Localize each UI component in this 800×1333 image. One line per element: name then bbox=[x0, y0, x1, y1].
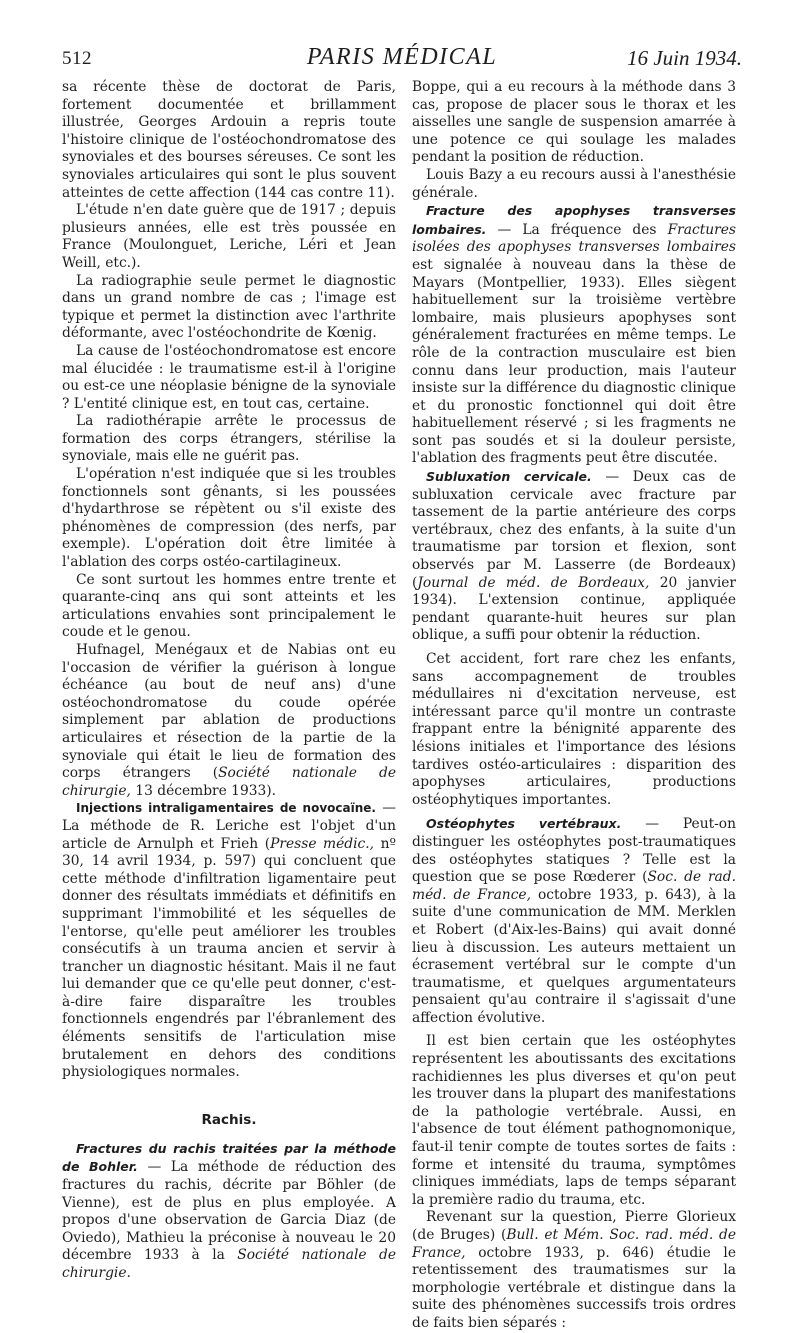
paragraph-heading: Fractures du rachis traitées par la méthode de Bohler. bbox=[62, 1140, 396, 1175]
citation: Soc. de rad. méd. de France, bbox=[412, 869, 736, 903]
journal-title: PARIS MÉDICAL bbox=[306, 44, 498, 70]
section-title: Rachis. bbox=[201, 1111, 257, 1128]
left-column bbox=[62, 79, 396, 1283]
text-run: Revenant sur la question, Pierre Glorieux (de Bruges) ( bbox=[412, 1209, 736, 1243]
text-run: octobre 1933, p. 643), à la suite d'une communication de MM. Merklen et Robert (d'Aix-les-Bains) qui avait donné lieu à discussion. Les auteurs mettaient un écrasement vertébral sur le compte d'un traumatisme, et quelques argumentateurs pensaient qu'au contraire il s'agissait d'une affection évolutive. bbox=[412, 886, 736, 1026]
paragraph: La radiographie seule permet le diagnostic dans un grand nombre de cas ; l'image est typique et permet la distinction avec l'arthrite déformante, avec l'ostéochondrite de Kœnig. bbox=[62, 272, 396, 342]
paragraph: La radiothérapie arrête le processus de formation des corps étrangers, stérilise la synoviale, mais elle ne guérit pas. bbox=[62, 413, 396, 465]
paragraph-heading: Fracture des apophyses transverses lombaires. bbox=[412, 203, 736, 237]
text-run: 20 janvier 1934). L'extension continue, appliquée pendant quarante-huit heures sur plan oblique, a suffi pour obtenir la réduction. bbox=[412, 574, 736, 644]
paragraph-heading: Subluxation cervicale. bbox=[426, 469, 592, 485]
paragraph bbox=[62, 642, 396, 800]
paragraph bbox=[412, 202, 736, 468]
paragraph: Cet accident, fort rare chez les enfants, sans accompagnement de troubles médullaires ni d'excitation nerveuse, est intéressant parce qu'il montre un contraste frappant entre la bénignité apparente des lésions initiales et l'importance des lésions tardives ostéo-articulaires : disparition des apophyses articulaires, productions ostéophytiques importantes. bbox=[412, 651, 736, 808]
right-column bbox=[412, 79, 736, 1333]
paragraph: Ce sont surtout les hommes entre trente et quarante-cinq ans qui sont atteints et les articulations envahies sont principalement le coude et le genou. bbox=[62, 571, 396, 641]
citation: Presse médic., bbox=[270, 835, 375, 852]
text-run: — La méthode de R. Leriche est l'objet d'un article de Arnulph et Frieh ( bbox=[62, 800, 396, 852]
citation: Société nationale de chirurgie. bbox=[62, 1247, 396, 1281]
text-run: Hufnagel, Menégaux et de Nabias ont eu l'occasion de vérifier la guérison à longue échéance (au bout de neuf ans) d'une ostéochondromatose du coude opérée simplement par ablation de productions articulaires et résection de la partie de la synoviale qui était le lieu de formation des corps étrangers ( bbox=[62, 642, 396, 782]
citation: Journal de méd. de Bordeaux, bbox=[417, 574, 650, 591]
paragraph: L'opération n'est indiquée que si les troubles fonctionnels sont gênants, si les poussées d'hydarthrose se répètent ou s'il existe des phénomènes de compression (des nerfs, par exemple). L'opération doit être limitée à l'ablation des corps ostéo-cartilagineux. bbox=[62, 466, 396, 571]
paragraph-heading: Ostéophytes vertébraux. bbox=[426, 816, 622, 832]
paragraph bbox=[412, 815, 736, 1027]
issue-date: 16 Juin 1934. bbox=[627, 46, 742, 70]
text-run: nº 30, 14 avril 1934, p. 597) qui concluent que cette méthode d'infiltration ligamentaire peut donner des résultats immédiats et définitifs en supprimant l'immobilité et les séquelles de l'entorse, qu'elle peut améliorer les troubles consécutifs à un trauma ancien et servir à trancher un diagnostic hésitant. Mais il ne faut lui demander que ce qu'elle peut donner, c'est-à-dire faire disparaître les troubles fonctionnels engendrés par l'ébranlement des éléments sensitifs de l'articulation mise brutalement en dehors des conditions physiologiques normales. bbox=[62, 835, 396, 1081]
text-run: — Deux cas de subluxation cervicale avec fracture par tassement de la partie antérieure des corps vertébraux, chez des enfants, à la suite d'un traumatisme par torsion et flexion, sont observés par M. Lasserre (de Bordeaux) ( bbox=[412, 469, 736, 591]
citation: Fractures isolées des apophyses transverses lombaires bbox=[412, 221, 736, 256]
paragraph: L'étude n'en date guère que de 1917 ; depuis plusieurs années, elle est très poussée en France (Moulonguet, Leriche, Léri et Jean Weill, etc.). bbox=[62, 202, 396, 271]
paragraph: Il est bien certain que les ostéophytes représentent les aboutissants des excitations rachidiennes les plus diverses et qu'on peut les trouver dans la plupart des manifestations de la pathologie vertébrale. Aussi, en l'absence de tout élément pathognomonique, faut-il tenir compte de toutes sortes de faits : forme et intensité du trauma, symptômes cliniques immédiats, laps de temps séparant la première radio du trauma, etc. bbox=[412, 1033, 736, 1208]
paragraph bbox=[412, 468, 736, 645]
page-number: 512 bbox=[62, 48, 92, 69]
paragraph bbox=[62, 1140, 396, 1283]
paragraph: La cause de l'ostéochondromatose est encore mal élucidée : le traumatisme est-il à l'origine ou est-ce une néoplasie bénigne de la synoviale ? L'entité clinique est, en tout cas, certaine. bbox=[62, 342, 396, 412]
text-run: — La fréquence des bbox=[486, 221, 668, 238]
paragraph: Louis Bazy a eu recours aussi à l'anesthésie générale. bbox=[412, 166, 736, 201]
paragraph-heading: Injections intraligamentaires de novocaïne. bbox=[76, 801, 376, 816]
text-run: — Peut-on distinguer les ostéophytes post-traumatiques des ostéophytes statiques ? Telle est la question que se pose Rœderer ( bbox=[412, 816, 736, 886]
paragraph bbox=[412, 1209, 736, 1332]
text-run: — La méthode de réduction des fractures du rachis, décrite par Böhler (de Vienne), est de plus en plus employée. A propos d'une observation de Garcia Diaz (de Oviedo), Mathieu la préconise à nouveau le 20 décembre 1933 à la bbox=[62, 1159, 396, 1264]
text-run: octobre 1933, p. 646) étudie le retentissement des traumatismes sur la morphologie vertébrale et distingue dans la suite des phénomènes successifs trois ordres de faits bien séparés : bbox=[412, 1244, 736, 1331]
citation: Société nationale de chirurgie, bbox=[62, 765, 396, 799]
page-header bbox=[62, 44, 742, 74]
citation: Bull. et Mém. Soc. rad. méd. de France, bbox=[412, 1227, 736, 1261]
paragraph: sa récente thèse de doctorat de Paris, fortement documentée et brillamment illustrée, Georges Ardouin a repris toute l'histoire clinique de l'ostéochondromatose des synoviales et des bourses séreuses. Ce sont les synoviales articulaires qui sont le plus souvent atteintes de cette affection (144 cas contre 11). bbox=[62, 79, 396, 201]
paragraph: Boppe, qui a eu recours à la méthode dans 3 cas, propose de placer sous le thorax et les aisselles une sangle de suspension amarrée à une potence ce qui soulage les malades pendant la position de réduction. bbox=[412, 79, 736, 166]
paragraph bbox=[62, 800, 396, 1082]
text-run: 13 décembre 1933). bbox=[130, 782, 277, 799]
text-run: est signalée à nouveau dans la thèse de Mayars (Montpellier, 1933). Elles siègent habituellement sur la troisième vertèbre lombaire, mais plusieurs apophyses sont généralement fracturées en même temps. Le rôle de la contraction musculaire est bien connu dans leur production, mais l'auteur insiste sur la différence du diagnostic clinique et du pronostic fonctionnel qui doit être habituellement réservé ; si les fragments ne sont pas soudés et si la douleur persiste, l'ablation des fragments peut être discutée. bbox=[412, 256, 736, 467]
